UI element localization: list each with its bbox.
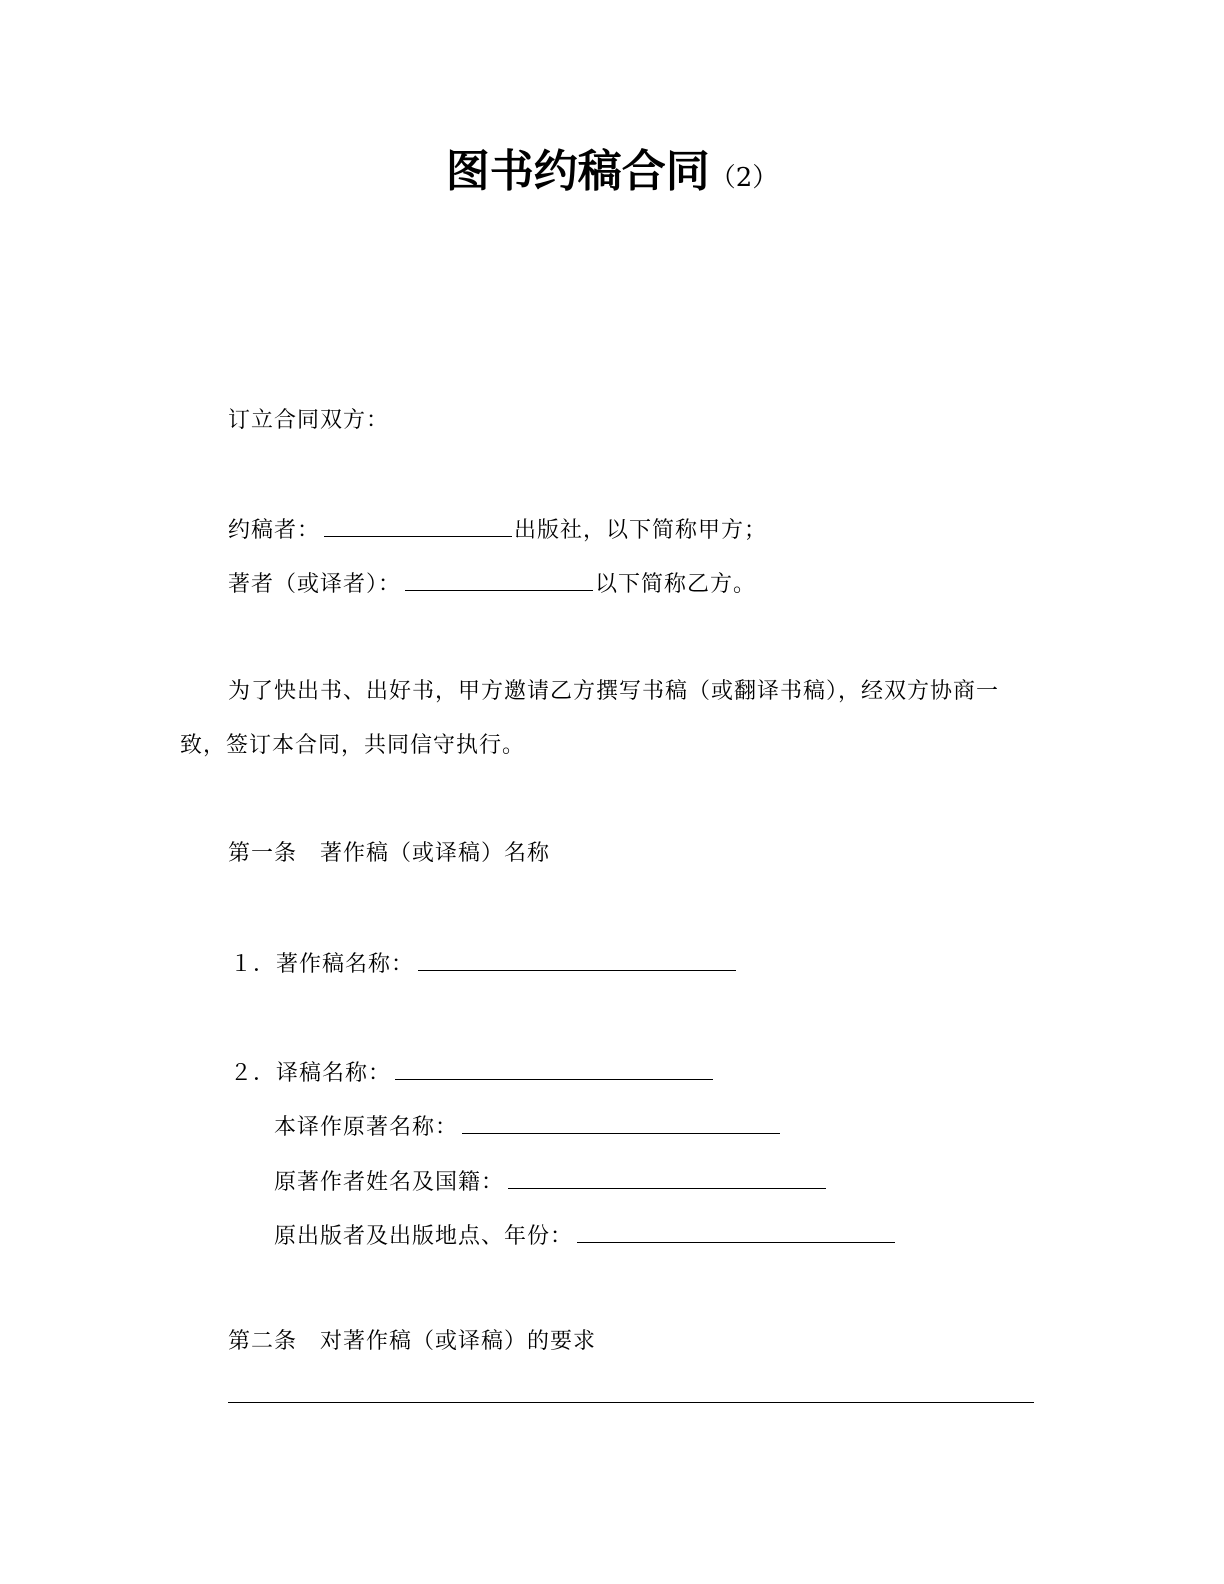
title-main: 图书约稿合同 <box>445 146 710 197</box>
title-suffix: （2） <box>709 163 779 193</box>
original-publisher-line <box>274 1220 897 1252</box>
party-a-field[interactable] <box>324 514 512 537</box>
original-title-label: 本译作原著名称： <box>274 1115 459 1140</box>
manuscript-name-label: １．著作稿名称： <box>230 952 415 977</box>
party-a-line <box>228 514 767 546</box>
requirements-field[interactable] <box>228 1402 1034 1403</box>
translation-name-label: ２．译稿名称： <box>230 1061 392 1086</box>
original-title-field[interactable] <box>462 1111 780 1134</box>
document-title <box>0 142 1224 208</box>
party-b-suffix: 以下简称乙方。 <box>595 572 757 597</box>
original-title-line <box>274 1111 782 1143</box>
article-1-item-1 <box>230 948 738 980</box>
party-b-field[interactable] <box>405 568 593 591</box>
article-1-heading: 第一条 著作稿（或译稿）名称 <box>228 841 551 866</box>
original-publisher-field[interactable] <box>577 1220 895 1243</box>
party-b-line <box>228 568 756 600</box>
original-publisher-label: 原出版者及出版地点、年份： <box>274 1224 574 1249</box>
original-author-field[interactable] <box>508 1166 826 1189</box>
party-a-suffix: 出版社，以下简称甲方； <box>514 518 768 543</box>
preamble-line-1: 为了快出书、出好书，甲方邀请乙方撰写书稿（或翻译书稿），经双方协商一 <box>228 679 1000 704</box>
party-a-label: 约稿者： <box>228 518 321 543</box>
article-2-heading: 第二条 对著作稿（或译稿）的要求 <box>228 1329 597 1354</box>
preamble-line-2: 致，签订本合同，共同信守执行。 <box>180 733 526 758</box>
original-author-label: 原著作者姓名及国籍： <box>274 1170 505 1195</box>
manuscript-name-field[interactable] <box>418 948 736 971</box>
party-b-label: 著者（或译者）： <box>228 572 402 597</box>
parties-heading: 订立合同双方： <box>228 408 390 433</box>
article-1-item-2 <box>230 1057 715 1089</box>
original-author-line <box>274 1166 828 1198</box>
translation-name-field[interactable] <box>395 1057 713 1080</box>
